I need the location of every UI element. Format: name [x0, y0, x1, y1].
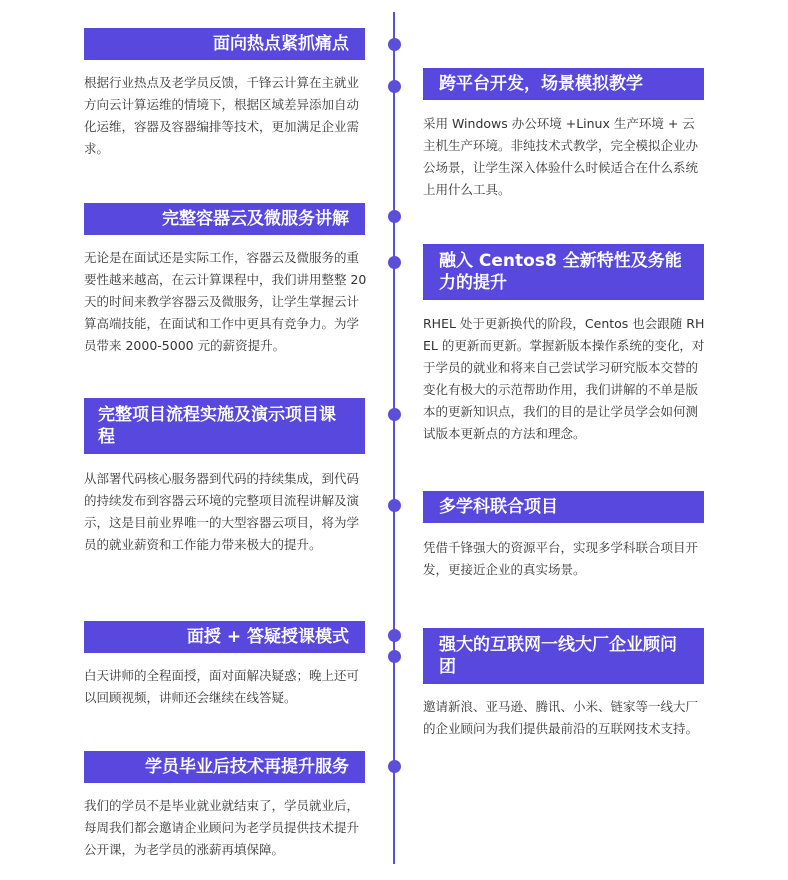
- timeline-dot: [388, 80, 401, 93]
- timeline-dot: [388, 408, 401, 421]
- timeline-dot: [388, 629, 401, 642]
- timeline-dot: [388, 650, 401, 663]
- right-card-1-title: [423, 68, 704, 100]
- left-card-2-body: 无论是在面试还是实际工作，容器云及微服务的重要性越来越高，在云计算课程中，我们讲用整整 20 天的时间来教学容器云及微服务，让学生掌握云计算高端技能，在面试和工作中更具有竞争力。为学员带来 2000-5000 元的薪资提升。: [84, 250, 367, 353]
- card-title-text: 面向热点紧抓痛点: [213, 34, 349, 54]
- right-card-3-body: 凭借千锋强大的资源平台，实现多学科联合项目开发，更接近企业的真实场景。: [423, 540, 699, 577]
- card-title-text: 跨平台开发，场景模拟教学: [439, 74, 643, 94]
- left-card-4-title: [84, 621, 365, 653]
- left-card-2-title: [84, 203, 365, 235]
- timeline-dot: [388, 38, 401, 51]
- right-card-4-body: 邀请新浪、亚马逊、腾讯、小米、链家等一线大厂的企业顾问为我们提供最前沿的互联网技术支持。: [423, 699, 699, 736]
- card-title-text: 完整容器云及微服务讲解: [162, 209, 349, 229]
- left-card-3-body: 从部署代码核心服务器到代码的持续集成，到代码的持续发布到容器云环境的完整项目流程讲解及演示，这是目前业界唯一的大型容器云项目，将为学员的就业薪资和工作能力带来极大的提升。: [84, 471, 360, 552]
- card-title-text: 强大的互联网一线大厂企业顾问团: [439, 635, 677, 677]
- left-card-1-title: [84, 28, 365, 60]
- right-card-4-title: [423, 628, 704, 684]
- card-title-text: 学员毕业后技术再提升服务: [145, 757, 349, 777]
- timeline-dot: [388, 499, 401, 512]
- right-card-2-body: RHEL 处于更新换代的阶段，Centos 也会跟随 RHEL 的更新而更新。掌握新版本操作系统的变化，对于学员的就业和将来自己尝试学习研究版本交替的变化有极大的示范帮助作用，我们讲解的不单是版本的更新知识点，我们的目的是让学员学会如何测试版本更新点的方法和理念。: [423, 316, 705, 441]
- left-card-4-body: 白天讲师的全程面授，面对面解决疑惑；晚上还可以回顾视频，讲师还会继续在线答疑。: [84, 668, 360, 705]
- timeline-line: [393, 12, 395, 864]
- timeline-dot: [388, 210, 401, 223]
- right-card-1-body: 采用 Windows 办公环境 +Linux 生产环境 + 云主机生产环境。非纯技术式教学，完全模拟企业办公场景，让学生深入体验什么时候适合在什么系统上用什么工具。: [423, 116, 699, 197]
- timeline-dot: [388, 256, 401, 269]
- right-card-3-title: [423, 491, 704, 523]
- right-card-2-title: [423, 244, 704, 300]
- card-title-text: 融入 Centos8 全新特性及务能力的提升: [439, 251, 682, 293]
- timeline-dot: [388, 760, 401, 773]
- left-card-5-title: [84, 751, 365, 783]
- card-title-text: 完整项目流程实施及演示项目课程: [98, 405, 336, 447]
- left-card-3-title: [84, 398, 365, 454]
- card-title-text: 多学科联合项目: [439, 497, 558, 517]
- left-card-1-body: 根据行业热点及老学员反馈，千锋云计算在主就业方向云计算运维的情境下，根据区域差异添加自动化运维，容器及容器编排等技术，更加满足企业需求。: [84, 75, 360, 156]
- card-title-text: 面授 + 答疑授课模式: [186, 627, 349, 647]
- left-card-5-body: 我们的学员不是毕业就业就结束了，学员就业后，每周我们都会邀请企业顾问为老学员提供技术提升公开课，为老学员的涨薪再填保障。: [84, 798, 360, 857]
